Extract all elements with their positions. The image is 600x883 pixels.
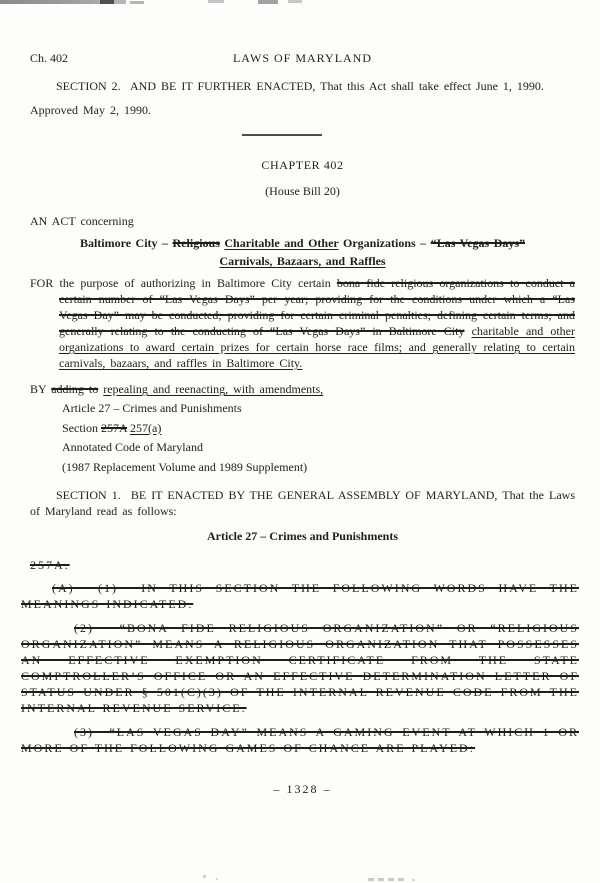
scan-artifact: [216, 878, 218, 880]
chapter-reference: Ch. 402: [30, 51, 69, 65]
section2-paragraph: SECTION 2. AND BE IT FURTHER ENACTED, That this Act shall take effect June 1, 1990.: [56, 79, 544, 93]
by-clause-lead: BY adding to repealing and reenacting, with amendments,: [30, 382, 324, 396]
act-title-line1: Baltimore City – Religious Charitable and Other Organizations – “Las Vegas Days”: [79, 236, 526, 250]
an-act-label: AN ACT concerning: [30, 214, 134, 228]
stricken-section-number: 257A.: [30, 558, 70, 572]
chapter-heading: CHAPTER 402: [261, 158, 344, 172]
running-head: [30, 50, 575, 66]
article-heading: Article 27 – Crimes and Punishments: [207, 529, 398, 543]
by-clause-list: [62, 399, 575, 477]
by-volume-line: (1987 Replacement Volume and 1989 Supplement): [62, 459, 308, 474]
stricken-block: [21, 580, 579, 756]
scan-artifact: [288, 0, 302, 3]
section1-paragraph: SECTION 1. BE IT ENACTED BY THE GENERAL ASSEMBLY OF MARYLAND, That the Laws of Maryland read as follows:: [30, 488, 575, 518]
for-purpose-paragraph: FOR the purpose of authorizing in Baltimore City certain bona fide religious organizations to conduct a certain number of “Las Vegas Days” per year; providing for the conditions under which a “Las Vegas Day” may be conducted; providing for certain criminal penalties; defining certain terms; and generally relating to the conducting of “Las Vegas Days” in Baltimore City charitable and other organizations to award certain prizes for certain horse race films; and generally relating to certain carnivals, bazaars, and raffles in Baltimore City.: [30, 276, 575, 370]
stricken-paragraph-2: (2) “BONA FIDE RELIGIOUS ORGANIZATION” OR “RELIGIOUS ORGANIZATION” MEANS A RELIGIOUS ORGANIZATION THAT POSSESSES AN EFFECTIVE EXEMPTION CERTIFICATE FROM THE STATE COMPTROLLER’S OFFICE OR AN EFFECTIVE DETERMINATION LETTER OF STATUS UNDER § 501(C)(3) OF THE INTERNAL REVENUE CODE FROM THE INTERNAL REVENUE SERVICE.: [21, 621, 579, 715]
stricken-paragraph-a1: (A) (1) IN THIS SECTION THE FOLLOWING WORDS HAVE THE MEANINGS INDICATED.: [21, 581, 579, 611]
by-code-line: Annotated Code of Maryland: [62, 440, 203, 454]
scan-artifact: [412, 879, 415, 881]
by-article-line: Article 27 – Crimes and Punishments: [62, 401, 242, 415]
scan-artifact: [203, 875, 206, 878]
page-number: – 1328 –: [273, 782, 332, 796]
scan-artifact: [258, 0, 278, 4]
scan-artifact: [130, 1, 144, 4]
house-bill-heading: (House Bill 20): [265, 184, 340, 198]
stricken-paragraph-3: (3) “LAS VEGAS DAY” MEANS A GAMING EVENT AT WHICH 1 OR MORE OF THE FOLLOWING GAMES OF CHANCE ARE PLAYED:: [21, 725, 579, 755]
approved-line: Approved May 2, 1990.: [30, 103, 151, 117]
scan-artifact: [100, 0, 114, 4]
section-divider-rule: [242, 134, 322, 136]
act-title-line2: Carnivals, Bazaars, and Raffles: [219, 253, 386, 268]
scan-artifact: [368, 878, 404, 881]
scan-artifact: [208, 0, 224, 3]
by-section-line: Section 257A 257(a): [62, 420, 162, 435]
journal-title: LAWS OF MARYLAND: [232, 51, 373, 65]
